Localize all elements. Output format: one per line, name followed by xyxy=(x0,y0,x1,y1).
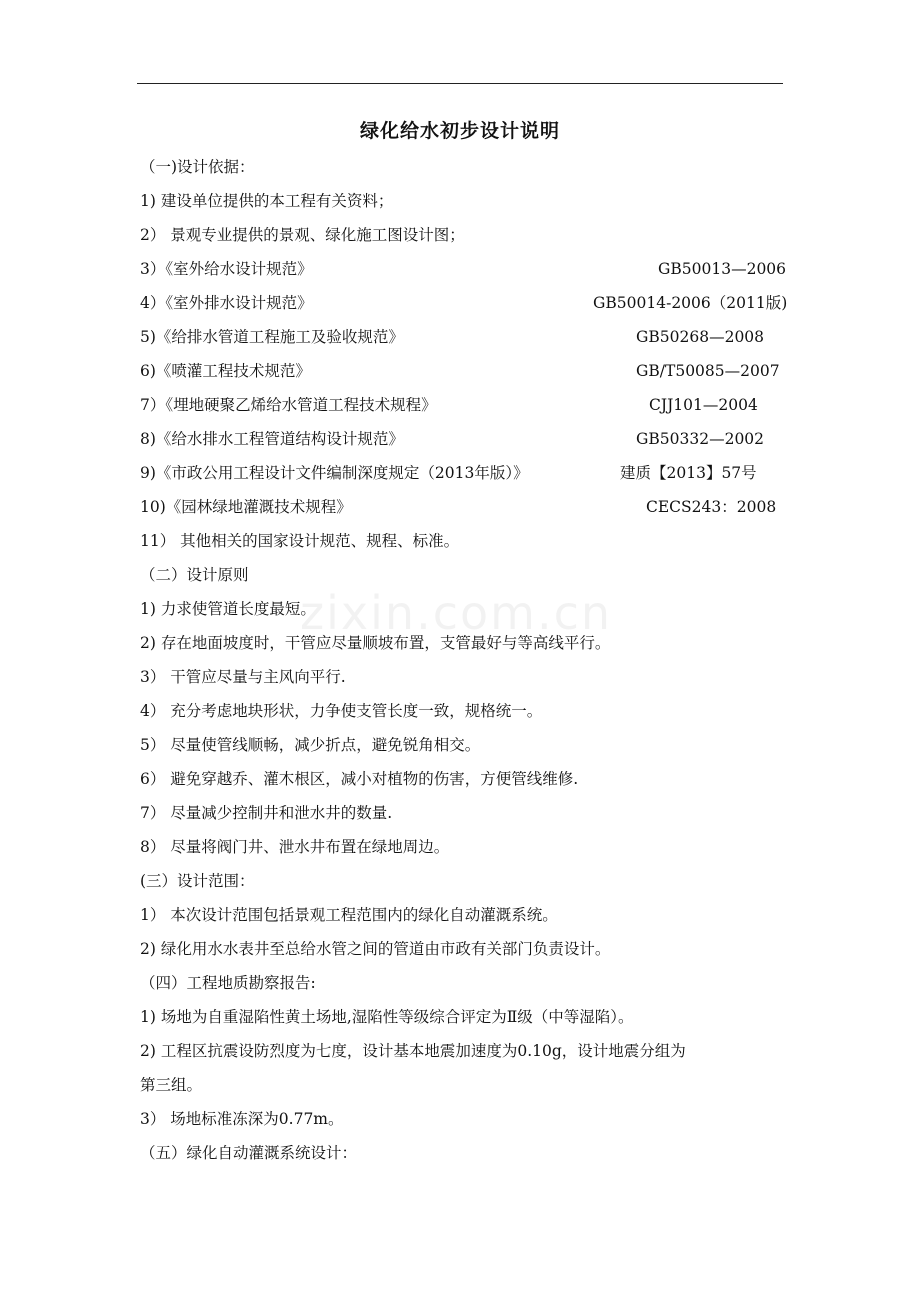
document-title: 绿化给水初步设计说明 xyxy=(359,120,560,142)
basis-item xyxy=(140,189,790,213)
section-heading-basis: （一)设计依据： xyxy=(140,158,255,176)
principle-item: 5） 尽量使管线顺畅，减少折点，避免锐角相交。 xyxy=(140,736,481,754)
basis-item xyxy=(140,461,790,485)
standard-code: CECS243：2008 xyxy=(646,498,777,516)
basis-item xyxy=(140,223,790,247)
scope-item: 2) 绿化用水水表井至总给水管之间的管道由市政有关部门负责设计。 xyxy=(140,940,611,958)
basis-item xyxy=(140,325,790,349)
geology-item: 3） 场地标准冻深为0.77m。 xyxy=(140,1110,344,1128)
basis-item-text: 10)《园林绿地灌溉技术规程》 xyxy=(140,498,352,516)
basis-item-text: 11） 其他相关的国家设计规范、规程、标准。 xyxy=(140,532,460,550)
basis-item-text: 3）《室外给水设计规范》 xyxy=(140,260,313,278)
basis-item xyxy=(140,291,790,315)
geology-item-continued: 第三组。 xyxy=(140,1076,203,1094)
basis-item xyxy=(140,257,790,281)
basis-item xyxy=(140,495,790,519)
standard-code: GB50013—2006 xyxy=(658,260,787,278)
basis-item-text: 4）《室外排水设计规范》 xyxy=(140,294,313,312)
standard-code: GB50332—2002 xyxy=(636,430,765,448)
standard-code: GB/T50085—2007 xyxy=(636,362,780,380)
basis-item-text: 7）《埋地硬聚乙烯给水管道工程技术规程》 xyxy=(140,396,437,414)
basis-item-text: 6)《喷灌工程技术规范》 xyxy=(140,362,311,380)
standard-code: CJJ101—2004 xyxy=(649,396,758,414)
basis-item-text: 8)《给水排水工程管道结构设计规范》 xyxy=(140,430,404,448)
principle-item: 1) 力求使管道长度最短。 xyxy=(140,600,316,618)
principle-item: 2) 存在地面坡度时，干管应尽量顺坡布置，支管最好与等高线平行。 xyxy=(140,634,611,652)
section-heading-principles: （二）设计原则 xyxy=(140,566,249,584)
standard-code: GB50268—2008 xyxy=(636,328,765,346)
header-rule xyxy=(137,83,783,84)
standard-code: 建质【2013】57号 xyxy=(620,464,757,482)
basis-item xyxy=(140,393,790,417)
basis-item xyxy=(140,427,790,451)
principle-item: 4） 充分考虑地块形状，力争使支管长度一致，规格统一。 xyxy=(140,702,543,720)
basis-item-text: 1) 建设单位提供的本工程有关资料； xyxy=(140,192,394,210)
principle-item: 6） 避免穿越乔、灌木根区，减小对植物的伤害，方便管线维修. xyxy=(140,770,579,788)
principle-item: 7） 尽量减少控制井和泄水井的数量. xyxy=(140,804,393,822)
principle-item: 8） 尽量将阀门井、泄水井布置在绿地周边。 xyxy=(140,838,450,856)
standard-code: GB50014-2006（2011版) xyxy=(593,294,788,312)
principle-item: 3） 干管应尽量与主风向平行. xyxy=(140,668,346,686)
basis-item-text: 9)《市政公用工程设计文件编制深度规定（2013年版）》 xyxy=(140,464,529,482)
basis-item xyxy=(140,359,790,383)
section-heading-scope: (三）设计范围： xyxy=(140,872,255,890)
geology-item: 1) 场地为自重湿陷性黄土场地,湿陷性等级综合评定为Ⅱ级（中等湿陷）。 xyxy=(140,1008,634,1026)
basis-item-text: 5)《给排水管道工程施工及验收规范》 xyxy=(140,328,404,346)
section-heading-irrigation: （五）绿化自动灌溉系统设计： xyxy=(140,1144,358,1162)
watermark: zixin.com.cn xyxy=(300,586,613,640)
section-heading-geology: （四）工程地质勘察报告: xyxy=(140,974,316,992)
basis-item xyxy=(140,529,790,553)
scope-item: 1） 本次设计范围包括景观工程范围内的绿化自动灌溉系统。 xyxy=(140,906,558,924)
basis-item-text: 2） 景观专业提供的景观、绿化施工图设计图； xyxy=(140,226,465,244)
geology-item: 2) 工程区抗震设防烈度为七度，设计基本地震加速度为0.10g，设计地震分组为 xyxy=(140,1042,686,1060)
